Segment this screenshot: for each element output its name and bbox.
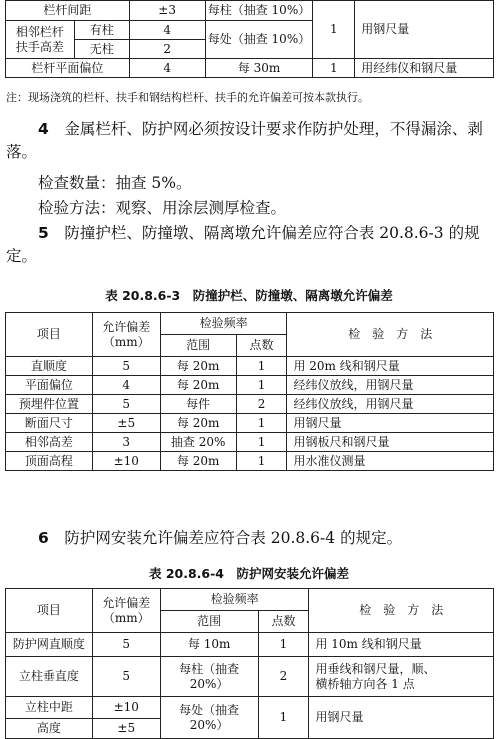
header-tolerance: 允许偏差 （mm） [92,313,160,357]
cell-method: 经纬仪放线，用钢尺量 [287,376,494,395]
header-tolerance: 允许偏差 （mm） [92,589,160,633]
cell-item: 平面偏位 [6,376,93,395]
cell-range: 每处（抽查 20%） [160,697,258,739]
cell-method: 用经纬仪和钢尺量 [355,59,494,78]
cell-tol: 4 [129,21,205,40]
header-range: 范围 [160,335,236,357]
table-row [6,1,494,21]
cell-method: 用钢板尺和钢尺量 [287,433,494,452]
table-row [6,414,494,433]
paragraph-6: 6 防护网安装允许偏差应符合表 20.8.6-4 的规定。 [38,529,403,547]
cell-sub: 有柱 [74,21,129,40]
cell-count: 1 [236,414,287,433]
cell-count: 2 [236,395,287,414]
cell-range: 每柱（抽查 10%） [205,1,313,21]
check-quantity: 检查数量：抽查 5%。 [38,174,192,192]
cell-range: 每 10m [160,633,258,657]
cell-count: 1 [258,633,309,657]
cell-tol: 4 [92,376,160,395]
cell-method: 用钢尺量 [287,414,494,433]
cell-tol: 5 [92,357,160,376]
header-item: 项目 [6,589,93,633]
table-row [6,376,494,395]
header-range: 范围 [160,611,258,633]
table-crash-barrier [5,312,494,471]
table-row [6,395,494,414]
table-note: 注：现场浇筑的栏杆、扶手和钢结构栏杆、扶手的允许偏差可按本款执行。 [6,91,369,104]
cell-range: 每柱（抽查 20%） [160,657,258,697]
header-count: 点数 [258,611,309,633]
cell-item: 栏杆间距 [6,1,130,21]
cell-item: 断面尺寸 [6,414,93,433]
cell-range: 每件 [160,395,236,414]
cell-tol: 5 [92,633,160,657]
header-item: 项目 [6,313,93,357]
table-header [6,589,494,611]
cell-count: 1 [236,433,287,452]
cell-sub: 无柱 [74,40,129,59]
cell-range: 每 20m [160,357,236,376]
cell-range: 每 30m [205,59,313,78]
cell-range: 每 20m [160,452,236,471]
cell-count: 1 [236,376,287,395]
cell-range: 抽查 20% [160,433,236,452]
header-count: 点数 [236,335,287,357]
cell-tol: ±3 [129,1,205,21]
table-row [6,433,494,452]
cell-range: 每 20m [160,376,236,395]
cell-item: 防护网直顺度 [6,633,93,657]
paragraph-5: 5 防撞护栏、防撞墩、隔离墩允许偏差应符合表 20.8.6-3 的规定。 [6,224,480,265]
table-row [6,697,494,719]
table-header [6,313,494,335]
header-frequency: 检验频率 [160,313,287,335]
table-protective-net [5,588,494,739]
cell-method: 用垂线和钢尺量，顺、 横桥轴方向各 1 点 [309,657,494,697]
cell-tol: 5 [92,657,160,697]
cell-tol: 5 [92,395,160,414]
cell-tol: ±5 [92,719,160,739]
cell-method: 用水准仪测量 [287,452,494,471]
cell-item: 顶面高程 [6,452,93,471]
cell-tol: ±5 [92,414,160,433]
cell-method: 经纬仪放线，用钢尺量 [287,395,494,414]
cell-count: 1 [313,1,355,59]
cell-tol: ±10 [92,697,160,719]
cell-item: 高度 [6,719,93,739]
table-row [6,657,494,697]
cell-method: 用 10m 线和钢尺量 [309,633,494,657]
table-row [6,633,494,657]
cell-count: 1 [236,452,287,471]
table-row [6,59,494,78]
table-railing [5,0,494,78]
header-method: 检 验 方 法 [287,313,494,357]
paragraph-4: 4 金属栏杆、防护网必须按设计要求作防护处理，不得漏涂、剥落。 [6,120,483,161]
table-caption: 表 20.8.6-3 防撞护栏、防撞墩、隔离墩允许偏差 [105,288,393,303]
header-method: 检 验 方 法 [309,589,494,633]
cell-count: 2 [258,657,309,697]
cell-item: 相邻栏杆 扶手高差 [6,21,75,59]
cell-tol: ±10 [92,452,160,471]
cell-range: 每处（抽查 10%） [205,21,313,59]
table-row [6,357,494,376]
cell-tol: 2 [129,40,205,59]
cell-item: 立柱垂直度 [6,657,93,697]
table-caption: 表 20.8.6-4 防护网安装允许偏差 [148,566,350,581]
table-row [6,452,494,471]
header-frequency: 检验频率 [160,589,309,611]
cell-count: 1 [236,357,287,376]
cell-tol: 4 [129,59,205,78]
cell-method: 用 20m 线和钢尺量 [287,357,494,376]
cell-method: 用钢尺量 [309,697,494,739]
cell-range: 每 20m [160,414,236,433]
check-method: 检验方法：观察、用涂层测厚检查。 [38,199,287,217]
cell-count: 1 [258,697,309,739]
cell-item: 相邻高差 [6,433,93,452]
cell-tol: 3 [92,433,160,452]
cell-item: 立柱中距 [6,697,93,719]
cell-item: 直顺度 [6,357,93,376]
cell-count: 1 [313,59,355,78]
cell-item: 栏杆平面偏位 [6,59,130,78]
cell-item: 预埋件位置 [6,395,93,414]
cell-method: 用钢尺量 [355,1,494,59]
